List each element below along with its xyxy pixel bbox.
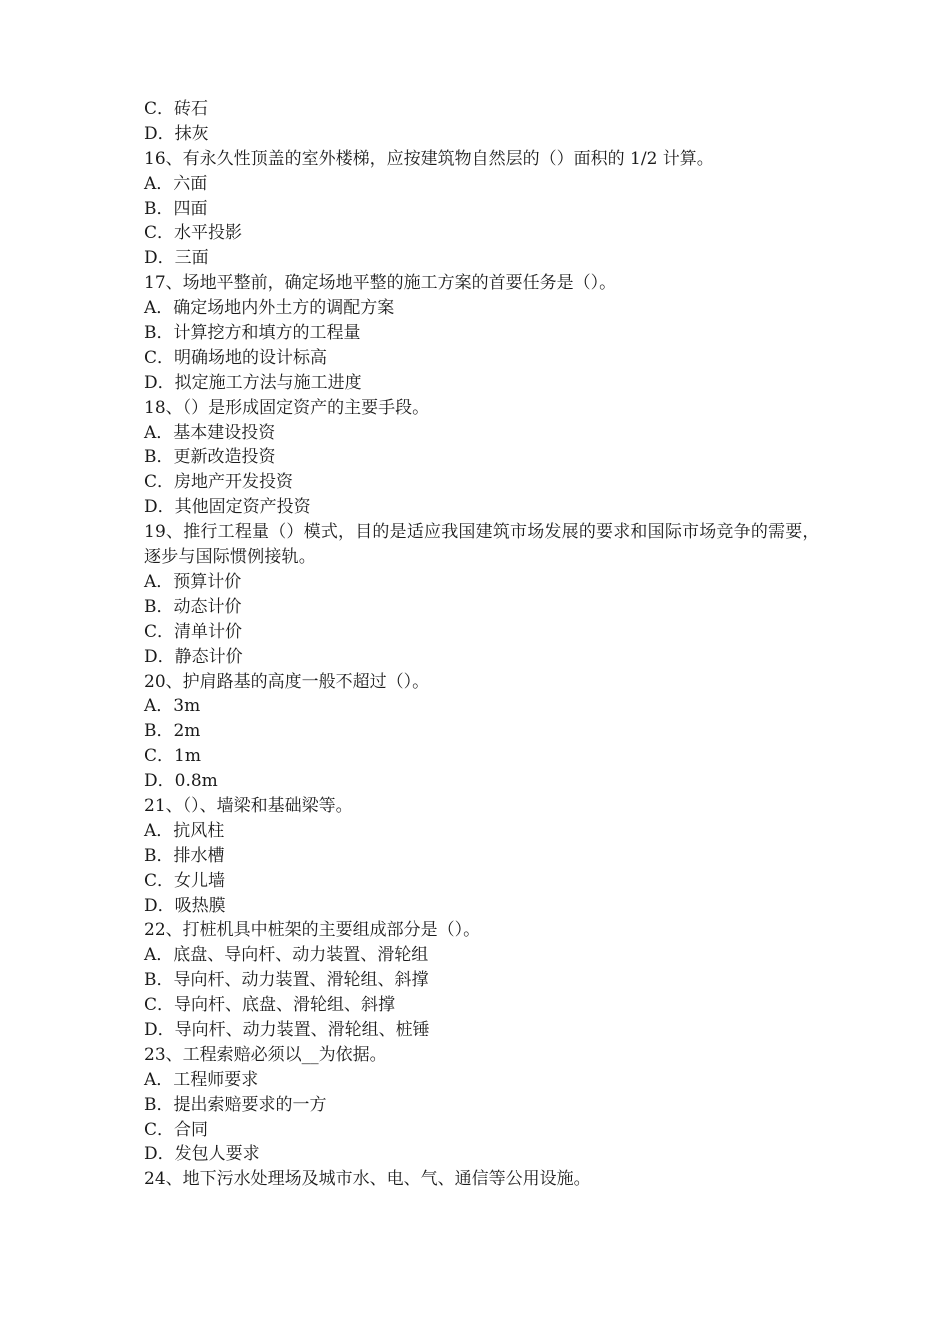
- option-d: D．抹灰: [144, 123, 209, 144]
- option-c: C．合同: [144, 1119, 209, 1140]
- option-b: B．导向杆、动力装置、滑轮组、斜撑: [144, 970, 429, 991]
- question-19: 19、推行工程量（）模式，目的是适应我国建筑市场发展的要求和国际市场竞争的需要，逐步与国际惯例接轨。: [144, 522, 820, 568]
- option-d: D．吸热膜: [144, 895, 226, 916]
- option-c: C．女儿墙: [144, 870, 226, 891]
- option-c: C．砖石: [144, 99, 209, 119]
- question-17: 17、场地平整前，确定场地平整的施工方案的首要任务是（）。: [144, 273, 617, 294]
- option-c: C．1m: [144, 746, 201, 767]
- option-a: A．六面: [144, 173, 208, 194]
- option-d: D．三面: [144, 248, 209, 269]
- option-d: D．其他固定资产投资: [144, 497, 311, 518]
- option-d: D．导向杆、动力装置、滑轮组、桩锤: [144, 1019, 430, 1040]
- option-b: B．更新改造投资: [144, 447, 276, 468]
- question-18: 18、（）是形成固定资产的主要手段。: [144, 397, 430, 418]
- question-16: 16、有永久性顶盖的室外楼梯，应按建筑物自然层的（）面积的 1/2 计算。: [144, 148, 714, 169]
- option-a: A．确定场地内外土方的调配方案: [144, 298, 395, 319]
- question-21: 21、（）、墙梁和基础梁等。: [144, 795, 353, 816]
- option-a: A．抗风柱: [144, 820, 225, 841]
- option-b: B．四面: [144, 198, 208, 219]
- document-page: [144, 97, 824, 1192]
- option-a: A．3m: [144, 696, 201, 717]
- option-d: D．静态计价: [144, 646, 243, 667]
- option-c: C．明确场地的设计标高: [144, 347, 328, 368]
- question-23: 23、工程索赔必须以__为依据。: [144, 1044, 387, 1065]
- option-d: D．发包人要求: [144, 1144, 260, 1165]
- option-d: D．拟定施工方法与施工进度: [144, 372, 362, 393]
- option-d: D．0.8m: [144, 771, 218, 792]
- option-b: B．排水槽: [144, 845, 225, 866]
- option-a: A．工程师要求: [144, 1069, 259, 1090]
- option-c: C．房地产开发投资: [144, 472, 294, 493]
- option-b: B．计算挖方和填方的工程量: [144, 323, 361, 344]
- option-a: A．底盘、导向杆、动力装置、滑轮组: [144, 945, 429, 966]
- option-b: B．2m: [144, 721, 201, 742]
- question-22: 22、打桩机具中桩架的主要组成部分是（）。: [144, 920, 481, 941]
- question-24: 24、地下污水处理场及城市水、电、气、通信等公用设施。: [144, 1169, 591, 1190]
- option-c: C．清单计价: [144, 621, 243, 642]
- option-b: B．动态计价: [144, 596, 242, 617]
- option-c: C．水平投影: [144, 223, 243, 244]
- option-a: A．预算计价: [144, 571, 242, 592]
- option-a: A．基本建设投资: [144, 422, 276, 443]
- option-c: C．导向杆、底盘、滑轮组、斜撑: [144, 995, 396, 1016]
- question-20: 20、护肩路基的高度一般不超过（）。: [144, 671, 430, 692]
- option-b: B．提出索赔要求的一方: [144, 1094, 327, 1115]
